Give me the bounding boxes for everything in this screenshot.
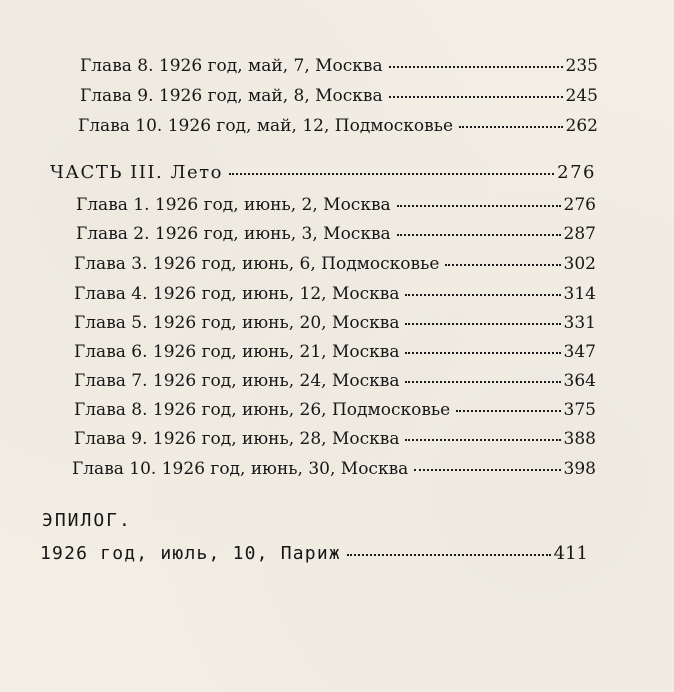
page-number: 262 bbox=[565, 116, 598, 136]
page-number: 314 bbox=[563, 284, 596, 304]
chapter-label: Глава 10. 1926 год, май, 12, Подмосковье bbox=[78, 116, 454, 136]
chapter-label: Глава 4. 1926 год, июнь, 12, Москва bbox=[74, 284, 400, 304]
toc-entry[interactable] bbox=[72, 459, 596, 481]
part-heading[interactable] bbox=[50, 162, 596, 186]
page-number: 375 bbox=[563, 400, 596, 420]
page-number: 235 bbox=[565, 56, 598, 76]
dot-leader bbox=[405, 323, 560, 325]
dot-leader bbox=[456, 410, 560, 412]
toc-entry[interactable] bbox=[40, 543, 588, 567]
toc-entry[interactable] bbox=[74, 429, 596, 451]
toc-entry[interactable] bbox=[76, 224, 596, 246]
chapter-label: Глава 5. 1926 год, июнь, 20, Москва bbox=[74, 313, 400, 333]
dot-leader bbox=[389, 96, 563, 98]
toc-entry[interactable] bbox=[80, 56, 598, 78]
dot-leader bbox=[405, 294, 560, 296]
epilogue-label: 1926 год, июль, 10, Париж bbox=[40, 543, 341, 564]
page-number: 331 bbox=[563, 313, 596, 333]
dot-leader bbox=[347, 554, 551, 556]
page-number: 276 bbox=[563, 195, 596, 215]
chapter-label: Глава 8. 1926 год, май, 7, Москва bbox=[80, 56, 383, 76]
toc-entry[interactable] bbox=[74, 254, 596, 276]
chapter-label: Глава 6. 1926 год, июнь, 21, Москва bbox=[74, 342, 400, 362]
dot-leader bbox=[405, 352, 560, 354]
dot-leader bbox=[229, 173, 554, 175]
dot-leader bbox=[459, 126, 563, 128]
page-number: 398 bbox=[563, 459, 596, 479]
toc-entry[interactable] bbox=[74, 284, 596, 306]
page-number: 276 bbox=[557, 162, 596, 183]
chapter-label: Глава 10. 1926 год, июнь, 30, Москва bbox=[72, 459, 409, 479]
toc-entry[interactable] bbox=[80, 86, 598, 108]
part-title: ЧАСТЬ III. Лето bbox=[50, 162, 223, 183]
chapter-label: Глава 1. 1926 год, июнь, 2, Москва bbox=[76, 195, 391, 215]
chapter-label: Глава 9. 1926 год, май, 8, Москва bbox=[80, 86, 383, 106]
dot-leader bbox=[445, 264, 560, 266]
toc-entry[interactable] bbox=[74, 342, 596, 364]
toc-entry[interactable] bbox=[74, 313, 596, 335]
dot-leader bbox=[405, 439, 560, 441]
page-number: 364 bbox=[563, 371, 596, 391]
toc-entry[interactable] bbox=[74, 371, 596, 393]
toc-entry[interactable] bbox=[78, 116, 598, 138]
chapter-label: Глава 2. 1926 год, июнь, 3, Москва bbox=[76, 224, 391, 244]
dot-leader bbox=[405, 381, 560, 383]
dot-leader bbox=[414, 469, 560, 471]
page-number: 347 bbox=[563, 342, 596, 362]
chapter-label: Глава 3. 1926 год, июнь, 6, Подмосковье bbox=[74, 254, 440, 274]
dot-leader bbox=[389, 66, 563, 68]
epilogue-title: ЭПИЛОГ. bbox=[42, 510, 132, 531]
chapter-label: Глава 7. 1926 год, июнь, 24, Москва bbox=[74, 371, 400, 391]
toc-entry[interactable] bbox=[74, 400, 596, 422]
page-number: 388 bbox=[563, 429, 596, 449]
chapter-label: Глава 9. 1926 год, июнь, 28, Москва bbox=[74, 429, 400, 449]
dot-leader bbox=[397, 234, 561, 236]
page-number: 302 bbox=[563, 254, 596, 274]
page-number: 287 bbox=[563, 224, 596, 244]
toc-entry[interactable] bbox=[76, 195, 596, 217]
page-number: 411 bbox=[553, 543, 588, 564]
page-number: 245 bbox=[565, 86, 598, 106]
dot-leader bbox=[397, 205, 561, 207]
chapter-label: Глава 8. 1926 год, июнь, 26, Подмосковье bbox=[74, 400, 451, 420]
